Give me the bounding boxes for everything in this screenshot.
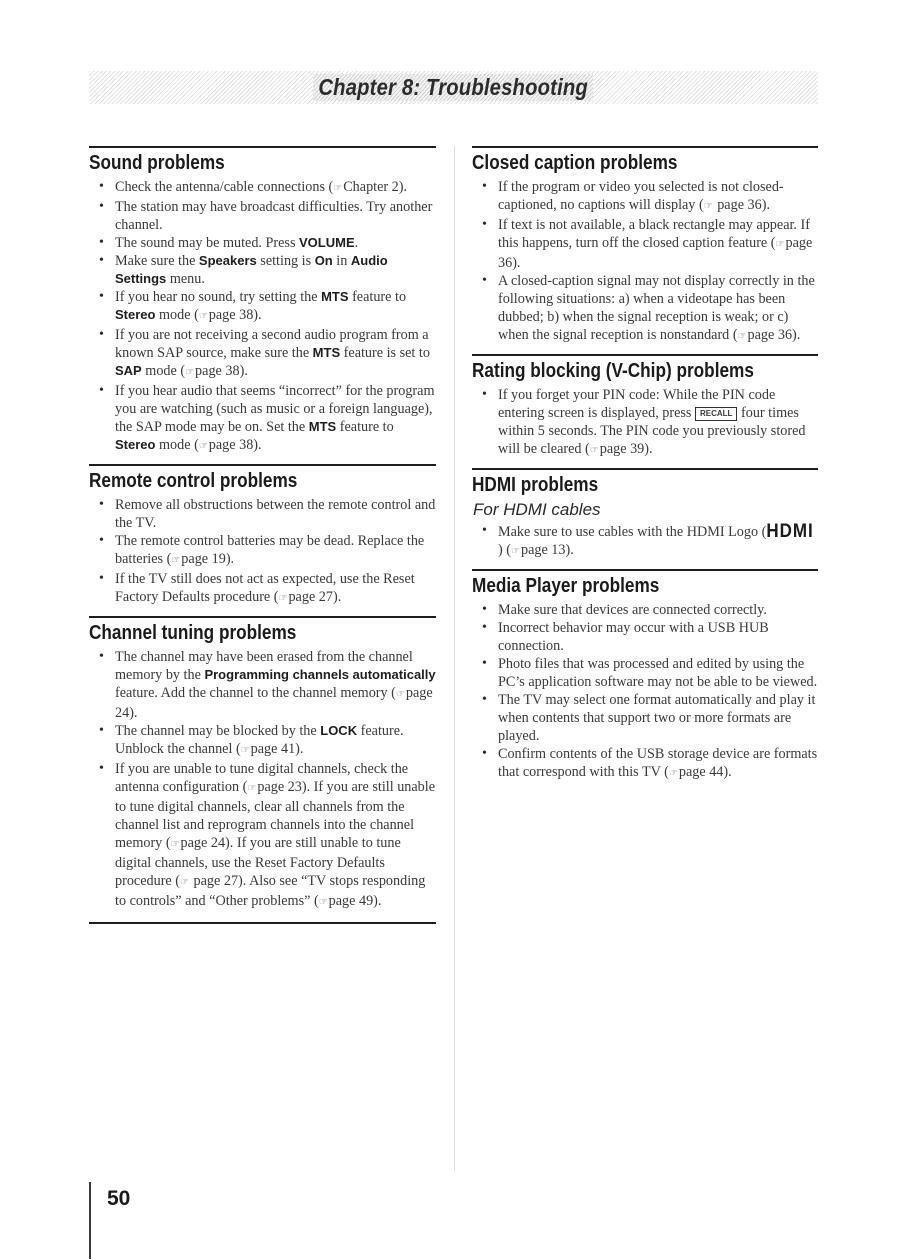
remote-control-problems-section [89, 464, 436, 608]
list-item: • If you hear no sound, try setting the MTS feature to Stereo mode (☞ page 38). [89, 288, 436, 326]
pointing-hand-icon: ☞ [171, 555, 180, 566]
section-title: Remote control problems [89, 470, 298, 492]
list-item: • If you forget your PIN code: While the PIN code entering screen is displayed, press RECALL four times within 5 seconds. The PIN code you previously stored will be cleared (☞ page 39). [472, 386, 818, 460]
keyword: MTS [321, 289, 349, 304]
pointing-hand-icon: ☞ [737, 331, 746, 342]
keyword: Stereo [115, 437, 156, 452]
hdmi-problems-section [472, 468, 818, 561]
list-item: • Make sure to use cables with the HDMI Logo (HDMI) (☞ page 13). [472, 522, 818, 561]
pointing-hand-icon: ☞ [278, 593, 287, 604]
list-item: • The sound may be muted. Press VOLUME. [89, 234, 436, 252]
keyword: Stereo [115, 307, 156, 322]
bullet-list [472, 386, 818, 460]
section-title: Closed caption problems [472, 152, 678, 174]
chapter-title: Chapter 8: Troubleshooting [313, 74, 593, 101]
keyword: MTS [312, 345, 341, 360]
right-column [472, 146, 818, 791]
page-number: 50 [107, 1187, 131, 1210]
rating-blocking-problems-section [472, 354, 818, 460]
list-item: • If you are not receiving a second audio program from a known SAP source, make sure the MTS feature is set to SAP mode (☞ page 38). [89, 326, 436, 382]
column-divider [454, 146, 455, 1171]
bullet-list [472, 601, 818, 783]
keyword: Speakers [198, 253, 257, 268]
pointing-hand-icon: ☞ [185, 367, 194, 378]
list-item: • If text is not available, a black rectangle may appear. If this happens, turn off the closed caption feature (☞ page 36). [472, 216, 818, 272]
subsection-title: For HDMI cables [473, 500, 601, 519]
pointing-hand-icon: ☞ [333, 183, 342, 194]
list-item: • Make sure the Speakers setting is On in Audio Settings menu. [89, 252, 436, 288]
section-title: Rating blocking (V-Chip) problems [472, 360, 754, 382]
list-item: • If the TV still does not act as expected, use the Reset Factory Defaults procedure (☞ page 27). [89, 570, 436, 608]
keyword: On [314, 253, 333, 268]
bullet-list [89, 648, 436, 912]
pointing-hand-icon: ☞ [703, 201, 712, 212]
list-item: • Incorrect behavior may occur with a USB HUB connection. [472, 619, 818, 655]
pointing-hand-icon: ☞ [170, 839, 179, 850]
recall-key-icon: RECALL [695, 407, 737, 421]
keyword: Audio Settings [115, 253, 388, 286]
section-title: HDMI problems [472, 474, 599, 496]
pointing-hand-icon: ☞ [247, 783, 256, 794]
keyword: Programming channels automatically [204, 667, 436, 682]
list-item: • A closed-caption signal may not display correctly in the following situations: a) when a videotape has been dubbed; b) when the signal reception is weak; or c) when the signal reception is nonstandard (☞ page 36). [472, 272, 818, 346]
list-item: • Confirm contents of the USB storage device are formats that correspond with this TV (☞ page 44). [472, 745, 818, 783]
column-end-rule [89, 922, 436, 924]
section-title: Sound problems [89, 152, 225, 174]
list-item: • Photo files that was processed and edited by using the PC’s application software may not be able to be viewed. [472, 655, 818, 691]
hdmi-logo-icon: HDMI [766, 519, 814, 542]
bullet-list [89, 496, 436, 608]
pointing-hand-icon: ☞ [318, 897, 327, 908]
pointing-hand-icon: ☞ [589, 445, 598, 456]
keyword: VOLUME [299, 235, 355, 250]
list-item: • The channel may have been erased from the channel memory by the Programming channels automatically feature. Add the channel to the channel memory (☞ page 24). [89, 648, 436, 722]
page-number-bar [89, 1182, 91, 1259]
list-item: • The station may have broadcast difficulties. Try another channel. [89, 198, 436, 234]
pointing-hand-icon: ☞ [240, 745, 249, 756]
pointing-hand-icon: ☞ [198, 311, 207, 322]
list-item: • The remote control batteries may be dead. Replace the batteries (☞ page 19). [89, 532, 436, 570]
keyword: LOCK [320, 723, 358, 738]
list-item: • If you hear audio that seems “incorrect” for the program you are watching (such as music or a foreign language), the SAP mode may be on. Set the MTS feature to Stereo mode (☞ page 38). [89, 382, 436, 456]
list-item: • The channel may be blocked by the LOCK feature. Unblock the channel (☞ page 41). [89, 722, 436, 760]
pointing-hand-icon: ☞ [395, 689, 404, 700]
list-item: • The TV may select one format automatically and play it when contents that support two or more formats are played. [472, 691, 818, 745]
sound-problems-section [89, 146, 436, 456]
list-item: • Make sure that devices are connected correctly. [472, 601, 818, 619]
bullet-list [472, 178, 818, 346]
keyword: SAP [115, 363, 142, 378]
pointing-hand-icon: ☞ [511, 546, 519, 557]
list-item: • Check the antenna/cable connections (☞ Chapter 2). [89, 178, 436, 198]
list-item: • If the program or video you selected is not closed-captioned, no captions will display (☞ page 36). [472, 178, 818, 216]
closed-caption-problems-section [472, 146, 818, 346]
section-title: Media Player problems [472, 575, 660, 597]
pointing-hand-icon: ☞ [668, 768, 677, 779]
bullet-list [89, 178, 436, 456]
pointing-hand-icon: ☞ [180, 877, 188, 888]
media-player-problems-section [472, 569, 818, 783]
left-column [89, 146, 436, 924]
list-item: • If you are unable to tune digital channels, check the antenna configuration (☞ page 23). If you are still unable to tune digital channels, clear all channels from the channel list and reprogram channels into the channel memory (☞ page 24). If you are still unable to tune digital channels, use the Reset Factory Defaults procedure (☞ page 27). Also see “TV stops responding to controls” and “Other problems” (☞ page 49). [89, 760, 436, 912]
section-title: Channel tuning problems [89, 622, 297, 644]
list-item: • Remove all obstructions between the remote control and the TV. [89, 496, 436, 532]
pointing-hand-icon: ☞ [198, 441, 207, 452]
chapter-banner [89, 71, 818, 104]
pointing-hand-icon: ☞ [775, 239, 784, 250]
keyword: MTS [308, 419, 337, 434]
bullet-list [472, 519, 818, 561]
channel-tuning-problems-section [89, 616, 436, 924]
